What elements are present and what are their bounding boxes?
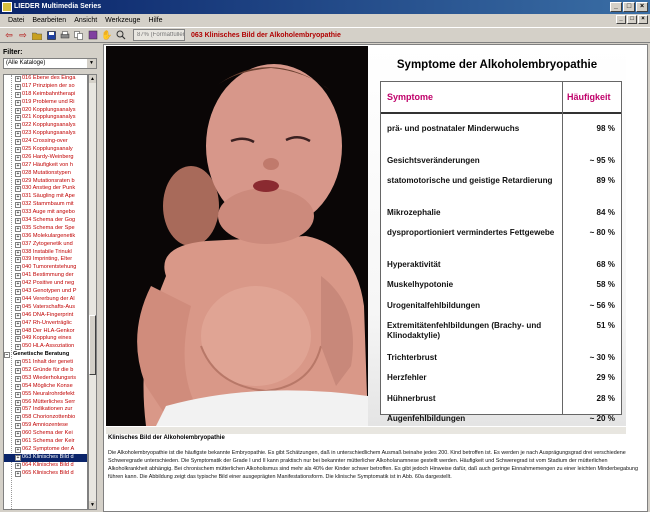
tree-item-label: 019 Probleme und Ri [22, 98, 75, 105]
image-viewer[interactable] [106, 46, 626, 426]
tree-item-label: 053 Wiederholungsris [22, 374, 77, 381]
tree-item-label: 048 Der HLA-Genkor [22, 327, 75, 334]
tree-item-label: 021 Kopplungsanalys [22, 114, 76, 121]
chevron-down-icon[interactable]: ▼ [87, 59, 96, 68]
symptom-frequency: 58 % [596, 280, 615, 289]
symptom-frequency: 51 % [596, 321, 615, 330]
tree-item[interactable] [4, 375, 87, 383]
expand-icon[interactable]: + [16, 123, 20, 130]
tree-item[interactable] [4, 75, 87, 83]
tree-item-label: 034 Schema der Gog [22, 217, 76, 224]
symptom-name: Urogenitalfehlbildungen [387, 300, 481, 310]
tree-item-label: 031 Säugling mit Ape [22, 193, 75, 200]
tree-item-label: 027 Häufigkeit von h [22, 161, 73, 168]
tree-item[interactable] [4, 367, 87, 375]
filter-select[interactable] [3, 58, 97, 69]
close-button[interactable]: × [636, 2, 648, 12]
tree-item[interactable] [4, 406, 87, 414]
tree-item[interactable] [4, 241, 87, 249]
symptom-frequency: ~ 80 % [589, 228, 615, 237]
expand-icon[interactable]: + [16, 147, 20, 154]
tree-item[interactable] [4, 312, 87, 320]
toolbar [0, 27, 650, 43]
tree-item[interactable] [4, 99, 87, 107]
symptom-name: Muskelhypotonie [387, 280, 454, 289]
tree-item-label: 042 Positive und neg [22, 280, 75, 287]
expand-icon[interactable]: + [16, 367, 20, 374]
symptom-slide [368, 46, 626, 426]
tree-item-label: 018 Keimbahntherapi [22, 90, 76, 97]
description-title: Klinisches Bild der Alkoholembryopathie [108, 435, 225, 441]
tree-item[interactable] [4, 288, 87, 296]
menu-bar [0, 14, 650, 27]
symptom-frequency: 28 % [596, 393, 615, 403]
expand-icon[interactable]: + [16, 170, 20, 177]
tree-item[interactable] [4, 343, 87, 351]
tree-item-label: 041 Bestimmung der [22, 272, 74, 279]
menu-werkzeuge[interactable]: Werkzeuge [105, 17, 141, 24]
tree-item-label: 024 Crossing-over [22, 138, 68, 145]
expand-icon[interactable]: + [16, 115, 20, 122]
symptom-name: Extremitätenfehlbildungen (Brachy- und Klinodaktylie) [387, 321, 542, 340]
expand-icon[interactable]: + [16, 257, 20, 264]
catalog-panel [0, 44, 100, 512]
document-window-controls [616, 15, 648, 24]
expand-icon[interactable]: + [16, 107, 20, 114]
tree-item[interactable] [4, 185, 87, 193]
tree-item-label: 047 Rh-Unverträglic [22, 319, 72, 326]
content-pane [103, 44, 648, 512]
filter-select-value: (Alle Kataloge) [6, 60, 46, 66]
expand-icon[interactable]: + [16, 139, 20, 146]
tree-item[interactable] [4, 107, 87, 115]
symptom-name: statomotorische und geistige Retardierung [387, 176, 553, 185]
expand-icon[interactable]: + [16, 415, 20, 422]
symptom-frequency: ~ 30 % [589, 352, 615, 362]
tree-item-label: 063 Klinisches Bild d [22, 453, 74, 460]
tree-item-label: 045 Vaterschafts-Aus [22, 303, 76, 310]
expand-icon[interactable]: + [16, 431, 20, 438]
expand-icon[interactable]: + [16, 218, 20, 225]
symptom-name: Hühnerbrust [387, 393, 436, 403]
tree-item-label: 054 Mögliche Konse [22, 382, 73, 389]
tree-item-label: 065 Klinisches Bild d [22, 469, 74, 476]
tree-item[interactable] [4, 249, 87, 257]
current-item-title: 063 Klinisches Bild der Alkoholembryopathie [191, 31, 341, 39]
expand-icon[interactable]: + [16, 438, 20, 445]
column-header-symptom: Symptome [387, 92, 434, 102]
tree-item[interactable] [4, 399, 87, 407]
zoom-magnifier-icon[interactable] [115, 29, 127, 41]
tree-item[interactable] [4, 256, 87, 264]
tree-item[interactable] [4, 122, 87, 130]
tree-item[interactable] [4, 414, 87, 422]
symptom-name: Trichterbrust [387, 352, 437, 362]
tree-item[interactable] [4, 225, 87, 233]
expand-icon[interactable]: + [16, 289, 20, 296]
tree-item[interactable] [4, 178, 87, 186]
tree-item-label: 032 Stammbaum mit [22, 201, 74, 208]
expand-icon[interactable]: + [16, 423, 20, 430]
expand-icon[interactable]: + [16, 131, 20, 138]
tree-item-label: 033 Auge mit angebo [22, 209, 75, 216]
tree-item[interactable] [4, 209, 87, 217]
back-arrow-icon[interactable]: ⇦ [5, 29, 13, 40]
tree-item[interactable] [4, 201, 87, 209]
description-panel [106, 435, 646, 511]
expand-icon[interactable]: + [16, 241, 20, 248]
doc-minimize-button[interactable]: _ [616, 15, 626, 24]
doc-restore-button[interactable]: □ [627, 15, 637, 24]
tree-item[interactable] [4, 328, 87, 336]
tree-item-label: 058 Chorionzottenbio [22, 414, 76, 421]
catalog-icon[interactable] [87, 29, 99, 41]
tree-item[interactable] [4, 130, 87, 138]
tree-item[interactable] [4, 304, 87, 312]
tree-item[interactable] [4, 438, 87, 446]
app-icon [2, 2, 12, 12]
tree-item[interactable] [4, 146, 87, 154]
tree-item-label: 028 Mutationstypen [22, 169, 71, 176]
symptom-name: dysproportioniert vermindertes Fettgewebe [387, 228, 555, 237]
expand-icon[interactable]: + [16, 249, 20, 256]
expand-icon[interactable]: + [16, 344, 20, 351]
tree-item-label: 026 Hardy-Weinberg [22, 153, 74, 160]
tree-item-label: 052 Gründe für die b [22, 366, 74, 373]
expand-icon[interactable]: + [16, 470, 20, 477]
expand-icon[interactable]: + [16, 399, 20, 406]
tree-item-label: 055 Neuralrohrdefekt [22, 390, 75, 397]
tree-item[interactable] [4, 422, 87, 430]
tree-item-label: 060 Schema der Kei [22, 430, 73, 437]
doc-close-button[interactable]: × [638, 15, 648, 24]
tree-item-label: 039 Imprinting, Elter [22, 256, 73, 263]
tree-item[interactable] [4, 138, 87, 146]
filter-label: Filter: [3, 49, 23, 56]
tree-item-label: 046 DNA-Fingerprint [22, 311, 74, 318]
tree-item[interactable] [4, 162, 87, 170]
tree-item[interactable] [4, 320, 87, 328]
symptom-frequency: 68 % [596, 259, 615, 269]
expand-icon[interactable]: + [16, 194, 20, 201]
menu-ansicht[interactable]: Ansicht [74, 17, 98, 24]
tree-item-label: 025 Kopplungsanaly [22, 146, 73, 153]
tree-item[interactable] [4, 272, 87, 280]
tree-item-label: 029 Mutationsraten b [22, 177, 75, 184]
minimize-button[interactable]: _ [610, 2, 622, 12]
expand-icon[interactable]: + [16, 225, 20, 232]
symptom-name: Mikrozephalie [387, 207, 441, 217]
tree-item[interactable] [4, 446, 87, 454]
symptom-frequency: 98 % [596, 124, 615, 133]
tree-item-label: 051 Inhalt der geneti [22, 359, 74, 366]
tree-item[interactable] [4, 296, 87, 304]
tree-item[interactable] [4, 462, 87, 470]
tree-group[interactable] [4, 351, 87, 359]
expand-icon[interactable]: + [16, 304, 20, 311]
open-folder-icon[interactable] [31, 29, 43, 41]
expand-icon[interactable]: + [16, 462, 20, 469]
expand-icon[interactable]: + [16, 83, 20, 90]
expand-icon[interactable]: + [16, 454, 20, 461]
pan-hand-icon[interactable]: ✋ [101, 29, 113, 40]
tree-item-label: 059 Amniozentese [22, 422, 69, 429]
tree-item-label: 056 Mütterliches Serr [22, 398, 76, 405]
expand-icon[interactable]: + [16, 76, 20, 82]
tree-item-label: 043 Genotypen und P [22, 288, 77, 295]
symptom-frequency: 29 % [596, 373, 615, 382]
expand-icon[interactable]: + [16, 202, 20, 209]
symptom-name: Gesichtsveränderungen [387, 155, 480, 165]
tree-item[interactable] [4, 114, 87, 122]
symptom-frequency: ~ 56 % [589, 300, 615, 310]
tree-item[interactable] [4, 383, 87, 391]
expand-icon[interactable]: + [16, 328, 20, 335]
save-disk-icon[interactable] [45, 29, 57, 41]
collapse-icon[interactable]: − [5, 352, 9, 359]
tree-item-label: 036 Molekulargenetik [22, 232, 76, 239]
clinical-photo [106, 46, 368, 426]
expand-icon[interactable]: + [16, 233, 20, 240]
expand-icon[interactable]: + [16, 375, 20, 382]
tree-item[interactable] [4, 454, 87, 462]
expand-icon[interactable]: + [16, 154, 20, 161]
tree-item[interactable] [4, 430, 87, 438]
catalog-tree[interactable] [3, 74, 88, 510]
tree-item-label: 022 Kopplungsanalys [22, 122, 76, 129]
tree-item[interactable] [4, 91, 87, 99]
symptom-name: prä- und postnataler Minderwuchs [387, 124, 520, 133]
tree-item[interactable] [4, 154, 87, 162]
expand-icon[interactable]: + [16, 446, 20, 453]
symptom-table-header [381, 82, 621, 114]
expand-icon[interactable]: + [16, 383, 20, 390]
symptom-frequency: 89 % [596, 176, 615, 185]
copy-icon[interactable] [73, 29, 85, 41]
tree-item[interactable] [4, 470, 87, 478]
tree-scrollbar[interactable] [88, 74, 97, 510]
symptom-name: Hyperaktivität [387, 259, 441, 269]
tree-item-label: 050 HLA-Assoziation [22, 343, 75, 350]
title-bar [0, 0, 650, 14]
print-icon[interactable] [59, 29, 71, 41]
tree-item-label: 049 Kopplung eines [22, 335, 72, 342]
scroll-up-icon[interactable]: ▲ [90, 76, 95, 82]
expand-icon[interactable]: + [16, 91, 20, 98]
window-title: LIEDER Multimedia Series [14, 3, 102, 10]
tree-item[interactable] [4, 264, 87, 272]
expand-icon[interactable]: + [16, 210, 20, 217]
scroll-down-icon[interactable]: ▼ [90, 502, 95, 508]
tree-item[interactable] [4, 233, 87, 241]
symptom-table [380, 81, 622, 423]
tree-item-label: 064 Klinisches Bild d [22, 461, 74, 468]
expand-icon[interactable]: + [16, 296, 20, 303]
tree-item[interactable] [4, 359, 87, 367]
menu-datei[interactable]: Datei [8, 17, 25, 24]
maximize-button[interactable]: □ [623, 2, 635, 12]
expand-icon[interactable]: + [16, 336, 20, 343]
expand-icon[interactable]: + [16, 320, 20, 327]
expand-icon[interactable]: + [16, 407, 20, 414]
tree-item-label: 061 Schema der Keir [22, 437, 75, 444]
expand-icon[interactable]: + [16, 186, 20, 193]
tree-item-label: 044 Vererbung der Al [22, 295, 75, 302]
description-text: Die Alkoholembryopathie ist die häufigste bekannte Embryopathie. Es gibt Schätzungen, daß in unterschiedlichem Ausmaß beinahe jedes 200. Kind betroffen ist. Es werden je nach Ausprägungsgrad drei verschiedene Schweregrade unterschieden. Die Symptomatik der Grade I und II kann praktisch nur bei bekannter mütterlicher Alkoholanamnese gestellt werden. Häufigkeit und Schweregrad ist vom Stadium der mütterlichen Alkoholkrankheit abhängig. Bei chronischem mütterlichen Alkoholismus sind mehr als 40% der Kinder schwer betroffen. Es gibt jedoch Hinweise dafür, daß auch geringe Einnahmemengen zu einer leichten Minderbegabung führen kann. Die Abbildung zeigt das typische Bild einer ausgeprägten Manifestationsform. Die klinische Symptomatik ist in Abb. 60a dargestellt. [108, 450, 638, 480]
tree-item[interactable] [4, 280, 87, 288]
tree-item-label: 017 Prinzipien der so [22, 82, 75, 89]
expand-icon[interactable]: + [16, 281, 20, 288]
menu-bearbeiten[interactable]: Bearbeiten [32, 17, 67, 24]
tree-item[interactable] [4, 217, 87, 225]
expand-icon[interactable]: + [16, 178, 20, 185]
expand-icon[interactable]: + [16, 273, 20, 280]
column-header-frequency: Häufigkeit [567, 92, 611, 102]
symptom-name: Augenfehlbildungen [387, 414, 466, 423]
forward-arrow-icon[interactable]: ⇨ [19, 29, 27, 40]
symptom-frequency: 84 % [596, 207, 615, 217]
tree-item-label: 016 Ebene des Einga [22, 75, 76, 81]
expand-icon[interactable]: + [16, 391, 20, 398]
expand-icon[interactable]: + [16, 360, 20, 367]
tree-item[interactable] [4, 391, 87, 399]
expand-icon[interactable]: + [16, 99, 20, 106]
tree-item-label: Genetische Beratung [13, 351, 70, 358]
tree-item[interactable] [4, 170, 87, 178]
tree-item-label: 057 Indikationen zur [22, 406, 73, 413]
tree-scroll-thumb[interactable] [89, 315, 96, 375]
tree-item-label: 040 Tumorentstehung [22, 264, 77, 271]
symptom-name: Herzfehler [387, 373, 427, 382]
tree-item-label: 020 Kopplungsanalys [22, 106, 76, 113]
tree-item-label: 038 Instabile Trinukl [22, 248, 72, 255]
tree-item[interactable] [4, 193, 87, 201]
image-horizontal-scrollbar[interactable] [106, 427, 626, 434]
tree-item-label: 030 Anstieg der Punk [22, 185, 76, 192]
tree-item-label: 062 Symptome der A [22, 445, 75, 452]
column-divider [562, 82, 563, 414]
slide-title: Symptome der Alkoholembryopathie [396, 59, 598, 71]
image-right-margin [627, 46, 646, 434]
menu-hilfe[interactable]: Hilfe [148, 17, 163, 24]
expand-icon[interactable]: + [16, 162, 20, 169]
tree-item-label: 037 Zytogenetik und [22, 240, 73, 247]
symptom-frequency: ~ 95 % [589, 155, 615, 165]
symptom-frequency: ~ 20 % [589, 414, 615, 423]
expand-icon[interactable]: + [16, 265, 20, 272]
tree-item[interactable] [4, 83, 87, 91]
window-controls [610, 2, 648, 12]
zoom-level-field[interactable] [133, 29, 185, 41]
tree-item-label: 035 Schema der Spe [22, 224, 75, 231]
tree-item-label: 023 Kopplungsanalys [22, 130, 76, 137]
expand-icon[interactable]: + [16, 312, 20, 319]
tree-item[interactable] [4, 335, 87, 343]
